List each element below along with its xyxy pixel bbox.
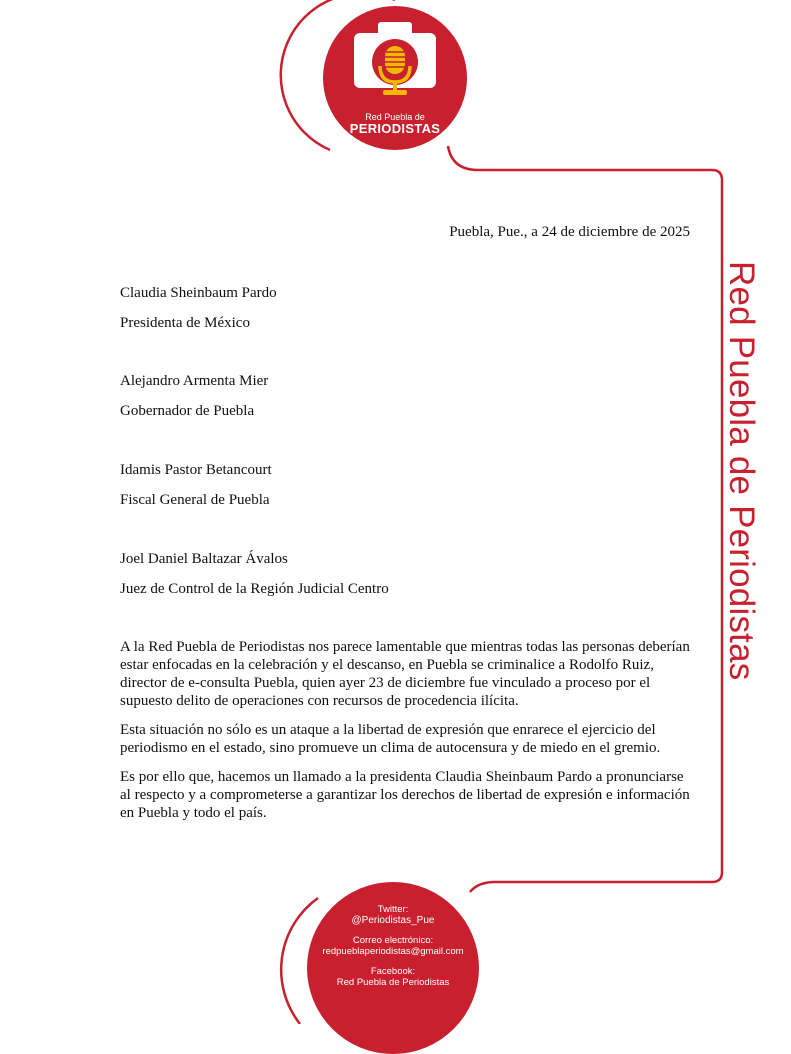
- recipient-role: Juez de Control de la Región Judicial Centro: [120, 581, 389, 597]
- logo-text-line1: Red Puebla de: [365, 112, 425, 122]
- letter-date: Puebla, Pue., a 24 de diciembre de 2025: [449, 224, 690, 240]
- side-vertical-title: [722, 261, 762, 781]
- facebook-page: Red Puebla de Periodistas: [336, 977, 450, 988]
- recipient-role: Gobernador de Puebla: [120, 403, 255, 419]
- recipient-block: [120, 550, 389, 598]
- contact-footer: [307, 882, 479, 1054]
- recipient-role: Presidenta de México: [120, 315, 250, 331]
- email-address: redpueblaperiodistas@gmail.com: [322, 946, 464, 957]
- body-paragraph: Esta situación no sólo es un ataque a la libertad de expresión que enrarece el ejercicio del periodismo en el estado, sino promueve un clima de autocensura y de miedo en el gremio.: [120, 722, 661, 756]
- twitter-label: Twitter:: [377, 904, 409, 915]
- camera-microphone-icon: [354, 22, 436, 102]
- body-paragraph: Es por ello que, hacemos un llamado a la presidenta Claudia Sheinbaum Pardo a pronunciarse al respecto y a comprometerse a garantizar los derechos de libertad de expresión e información en Puebla y todo el país.: [120, 769, 690, 821]
- facebook-label: Facebook:: [370, 966, 416, 977]
- recipient-name: Alejandro Armenta Mier: [120, 373, 269, 389]
- recipient-name: Idamis Pastor Betancourt: [120, 462, 272, 478]
- body-paragraph: A la Red Puebla de Periodistas nos parece lamentable que mientras todas las personas deberían estar enfocadas en la celebración y el descanso, en Puebla se criminalice a Rodolfo Ruiz, director de e-consulta Puebla, quien ayer 23 de diciembre fue vinculado a proceso por el supuesto delito de operaciones con recursos de procedencia ilícita.: [120, 639, 690, 709]
- side-title-text: Red Puebla de Periodistas: [722, 261, 761, 681]
- recipient-role: Fiscal General de Puebla: [120, 492, 270, 508]
- recipient-name: Joel Daniel Baltazar Ávalos: [120, 551, 288, 567]
- recipient-block: [120, 284, 277, 332]
- logo-text-line2: PERIODISTAS: [349, 121, 441, 136]
- recipient-name: Claudia Sheinbaum Pardo: [120, 285, 277, 301]
- recipient-block: [120, 461, 272, 509]
- brand-logo: [323, 6, 467, 150]
- twitter-handle: @Periodistas_Pue: [351, 915, 435, 926]
- letter-body: [120, 638, 692, 833]
- email-label: Correo electrónico:: [352, 935, 434, 946]
- recipient-block: [120, 372, 268, 420]
